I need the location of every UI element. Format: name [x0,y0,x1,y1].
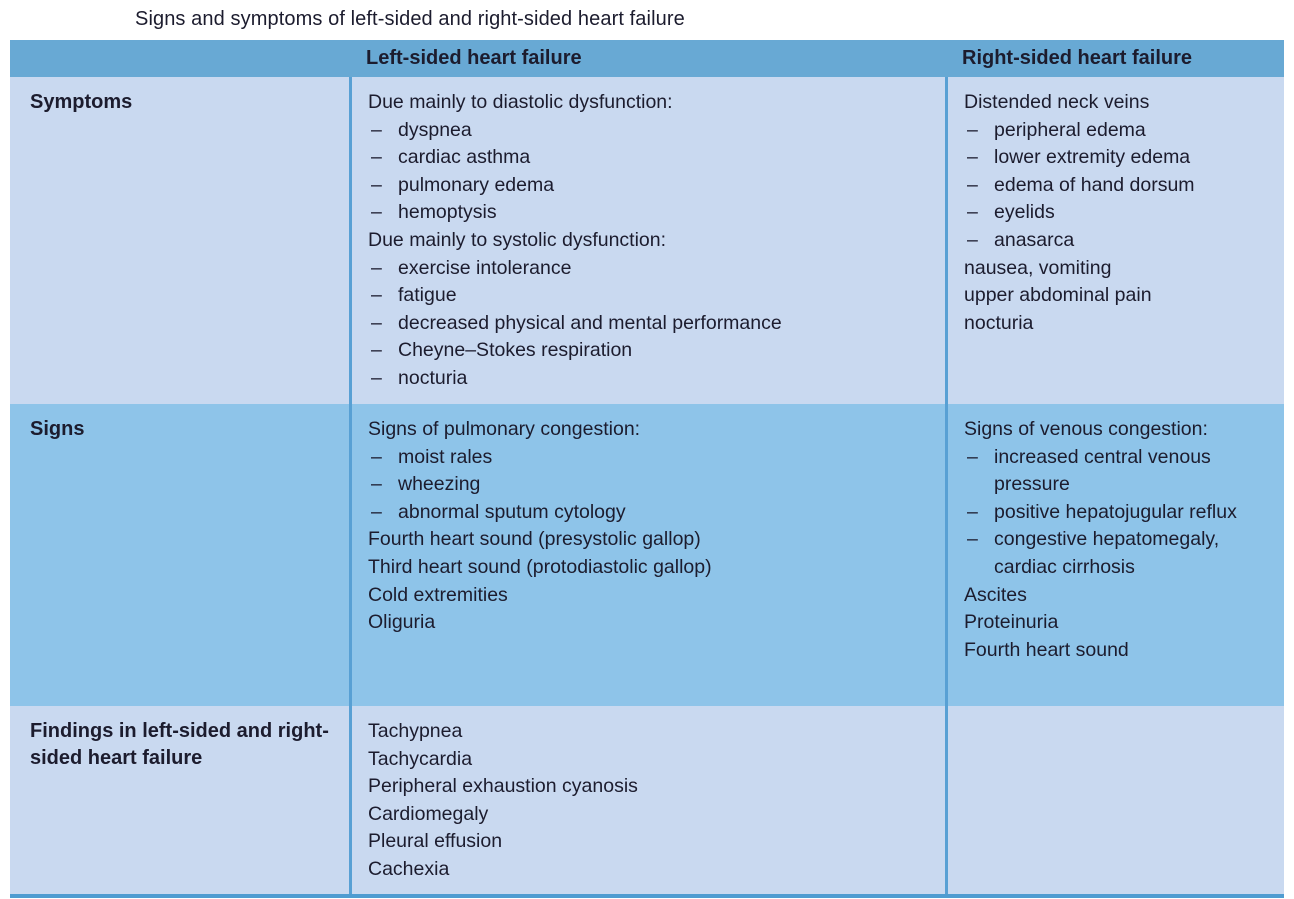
table-row [10,706,1284,894]
bullet-line [368,199,933,227]
right-failure-cell [945,77,1284,404]
bullet-line [368,444,933,472]
bullet-line [368,471,933,499]
text-line: Fourth heart sound [964,638,1129,661]
text-line: Fourth heart sound (presystolic gallop) [368,528,701,551]
bullet-line [368,337,933,365]
bullet-line-text: congestive hepatomegaly, cardiac cirrhosis [994,528,1220,578]
bullet-line [964,199,1272,227]
bullet-line [368,144,933,172]
bullet-line-text: cardiac asthma [398,146,531,169]
dash-bullet-icon: – [967,118,978,141]
bullet-line [964,444,1272,499]
header-cell-right-sided: Right-sided heart failure [962,47,1193,69]
dash-bullet-icon: – [967,528,978,551]
text-line: Signs of pulmonary congestion: [368,418,641,440]
bullet-line [368,499,933,527]
bullet-line-text: wheezing [398,473,481,496]
dash-bullet-icon: – [371,146,382,169]
dash-bullet-icon: – [371,256,382,279]
right-failure-cell [945,706,1284,894]
dash-bullet-icon: – [967,201,978,224]
table-body [10,77,1284,894]
bullet-line [964,526,1272,581]
bullet-line [368,310,933,338]
dash-bullet-icon: – [371,500,382,523]
text-line: Tachypnea [368,720,463,742]
left-failure-cell [349,77,945,404]
left-failure-cell [349,706,945,894]
bullet-line-text: moist rales [398,445,493,468]
bullet-line-text: positive hepatojugular reflux [994,500,1237,523]
text-line: Oliguria [368,611,436,634]
text-line: Distended neck veins [964,91,1150,113]
text-line: Due mainly to systolic dysfunction: [368,228,667,251]
bullet-line-text: increased central venous pressure [994,445,1211,496]
bullet-line [368,172,933,200]
bullet-line-text: eyelids [994,201,1055,224]
text-line: Proteinuria [964,611,1059,634]
bullet-line [368,255,933,283]
text-line: Peripheral exhaustion cyanosis [368,775,638,798]
dash-bullet-icon: – [371,366,382,389]
dash-bullet-icon: – [967,228,978,251]
text-line: Third heart sound (protodiastolic gallop) [368,555,712,578]
left-failure-cell [349,404,945,706]
text-line: Cold extremities [368,583,508,606]
dash-bullet-icon: – [967,445,978,468]
dash-bullet-icon: – [371,201,382,224]
bullet-line-text: edema of hand dorsum [994,173,1195,196]
text-line: Signs of venous congestion: [964,418,1208,440]
text-line: Cardiomegaly [368,802,489,825]
text-line: nocturia [964,311,1034,334]
table-row [10,404,1284,706]
dash-bullet-icon: – [371,284,382,307]
bullet-line-text: Cheyne–Stokes respiration [398,339,633,362]
bullet-line [964,499,1272,527]
bullet-line [368,282,933,310]
text-line: Cachexia [368,857,450,880]
bullet-line [964,144,1272,172]
table-title: Signs and symptoms of left-sided and right-sided heart failure [135,8,685,30]
text-line: Due mainly to diastolic dysfunction: [368,91,673,113]
bullet-line-text: pulmonary edema [398,173,555,196]
bullet-line [964,172,1272,200]
bullet-line-text: decreased physical and mental performance [398,311,782,334]
bullet-line [964,227,1272,255]
bullet-line-text: exercise intolerance [398,256,572,279]
row-label: Findings in left-sided and right-sided heart failure [30,720,329,769]
bullet-line-text: dyspnea [398,118,472,141]
bullet-line-text: lower extremity edema [994,146,1191,169]
heart-failure-table [10,40,1284,898]
bullet-line-text: anasarca [994,228,1075,251]
table-header-row [10,40,1284,77]
dash-bullet-icon: – [371,445,382,468]
bullet-line [964,117,1272,145]
text-line: upper abdominal pain [964,284,1152,307]
bullet-line [368,117,933,145]
header-cell-left-sided: Left-sided heart failure [366,47,582,69]
text-line: nausea, vomiting [964,256,1112,279]
dash-bullet-icon: – [371,118,382,141]
right-failure-cell [945,404,1284,706]
text-line: Ascites [964,583,1027,606]
dash-bullet-icon: – [371,173,382,196]
dash-bullet-icon: – [967,500,978,523]
row-label: Symptoms [30,91,133,113]
dash-bullet-icon: – [967,146,978,169]
bullet-line-text: fatigue [398,284,457,307]
table-row [10,77,1284,404]
dash-bullet-icon: – [371,339,382,362]
dash-bullet-icon: – [371,311,382,334]
bullet-line-text: abnormal sputum cytology [398,500,626,523]
bullet-line-text: peripheral edema [994,118,1146,141]
page [0,8,1294,898]
dash-bullet-icon: – [967,173,978,196]
bullet-line-text: hemoptysis [398,201,497,224]
header-cell-empty [10,40,349,77]
dash-bullet-icon: – [371,473,382,496]
text-line: Tachycardia [368,747,473,770]
text-line: Pleural effusion [368,830,503,853]
bullet-line-text: nocturia [398,366,468,389]
row-label: Signs [30,418,85,440]
bullet-line [368,365,933,393]
